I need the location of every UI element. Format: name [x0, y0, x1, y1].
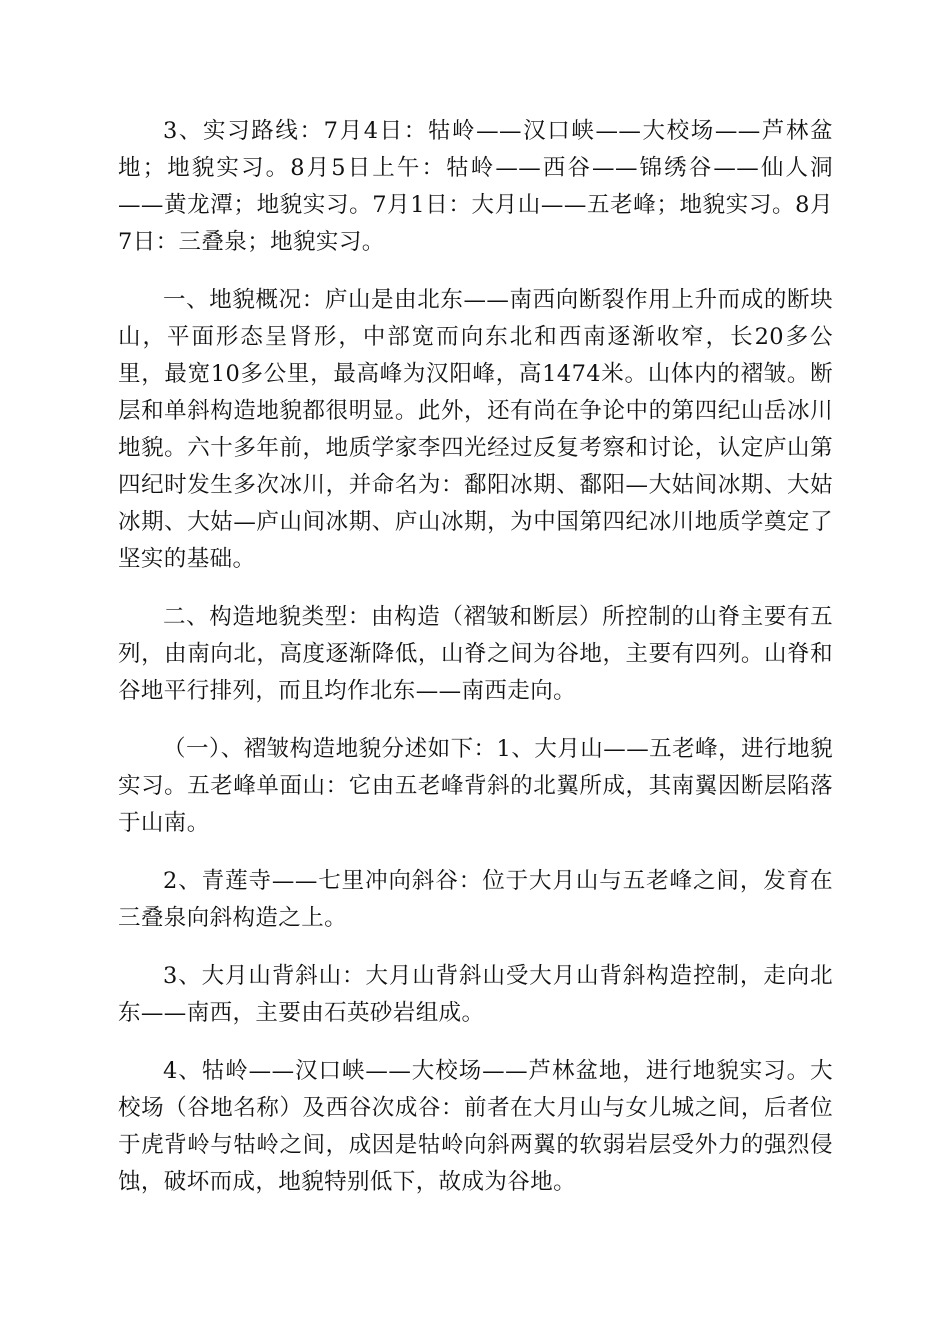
paragraph-syncline-valley: 2、青莲寺——七里冲向斜谷：位于大月山与五老峰之间，发育在三叠泉向斜构造之上。 [118, 868, 833, 931]
paragraph-route: 3、实习路线：7月4日：牯岭——汉口峡——大校场——芦林盆地；地貌实习。8月5日上午：牯岭——西谷——锦绣谷——仙人洞——黄龙潭；地貌实习。7月1日：大月山——五老峰；地貌实习。8月7日：三叠泉；地貌实习。 [118, 118, 833, 255]
paragraph-structural-landform-types: 二、构造地貌类型：由构造（褶皱和断层）所控制的山脊主要有五列，由南向北，高度逐渐降低，山脊之间为谷地，主要有四列。山脊和谷地平行排列，而且均作北东——南西走向。 [118, 604, 833, 704]
paragraph-fold-landforms: （一）、褶皱构造地貌分述如下：1、大月山——五老峰，进行地貌实习。五老峰单面山：它由五老峰背斜的北翼所成，其南翼因断层陷落于山南。 [118, 736, 833, 836]
paragraph-valleys: 4、牯岭——汉口峡——大校场——芦林盆地，进行地貌实习。大校场（谷地名称）及西谷次成谷：前者在大月山与女儿城之间，后者位于虎背岭与牯岭之间，成因是牯岭向斜两翼的软弱岩层受外力的强烈侵蚀，破坏而成，地貌特别低下，故成为谷地。 [118, 1058, 833, 1195]
document-body [118, 113, 833, 1222]
paragraph-anticline-mountain: 3、大月山背斜山：大月山背斜山受大月山背斜构造控制，走向北东——南西，主要由石英砂岩组成。 [118, 963, 833, 1026]
paragraph-landform-overview: 一、地貌概况：庐山是由北东——南西向断裂作用上升而成的断块山，平面形态呈肾形，中部宽而向东北和西南逐渐收窄，长20多公里，最宽10多公里，最高峰为汉阳峰，高1474米。山体内的褶皱。断层和单斜构造地貌都很明显。此外，还有尚在争论中的第四纪山岳冰川地貌。六十多年前，地质学家李四光经过反复考察和讨论，认定庐山第四纪时发生多次冰川，并命名为：鄱阳冰期、鄱阳—大姑间冰期、大姑冰期、大姑—庐山间冰期、庐山冰期，为中国第四纪冰川地质学奠定了坚实的基础。 [118, 287, 833, 572]
